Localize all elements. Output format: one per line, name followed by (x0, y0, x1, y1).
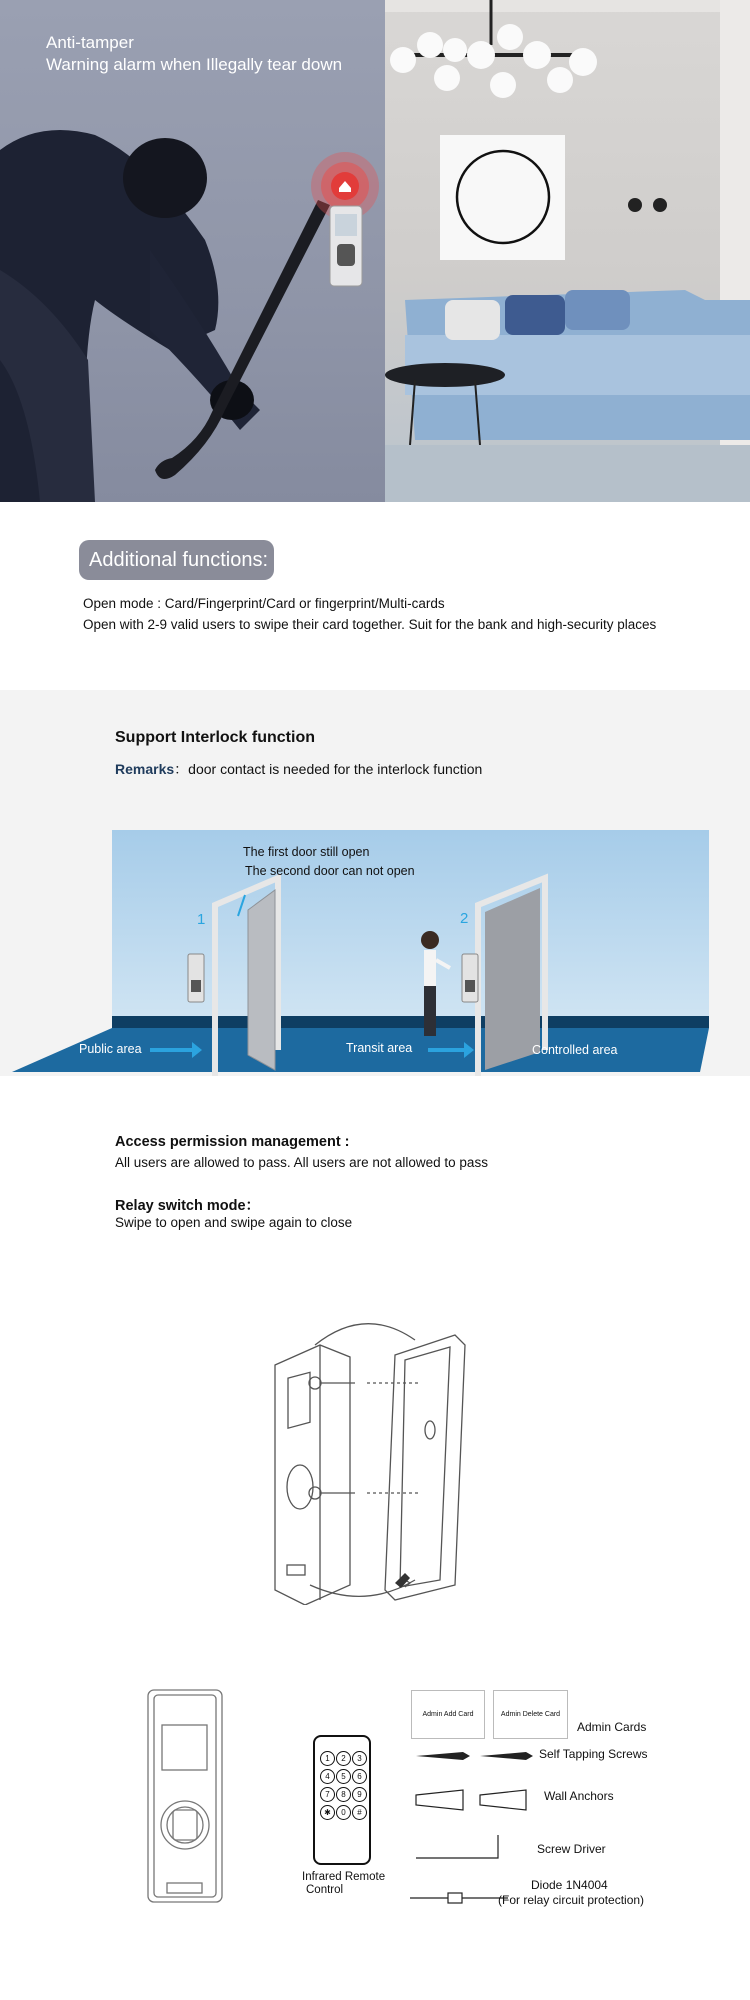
remote-label-line1: Infrared Remote (302, 1871, 386, 1883)
remarks-line (115, 759, 482, 779)
remarks-label: Remarks (115, 761, 175, 777)
additional-functions-heading: Additional functions: (79, 540, 274, 580)
hero-left-panel (0, 0, 385, 502)
admin-delete-card: Admin Delete Card (493, 1690, 568, 1739)
hero-subtitle: Warning alarm when Illegally tear down (46, 55, 343, 74)
interlock-section (0, 690, 750, 1076)
admin-add-card: Admin Add Card (411, 1690, 485, 1739)
installation-diagram (255, 1315, 475, 1605)
living-room-panel (385, 0, 750, 502)
screwdriver-label: Screw Driver (537, 1842, 606, 1856)
remote-key: 9 (352, 1787, 367, 1802)
admin-cards-label: Admin Cards (577, 1720, 647, 1734)
interlock-title: Support Interlock function (115, 729, 315, 746)
accessories-drawings (408, 1740, 538, 1910)
anti-tamper-banner (0, 0, 750, 502)
access-permission-text: All users are allowed to pass. All users are not allowed to pass (115, 1155, 488, 1170)
relay-switch-text: Swipe to open and swipe again to close (115, 1215, 353, 1230)
remote-key: 6 (352, 1769, 367, 1784)
callout-second-door: The second door can not open (245, 864, 415, 878)
remote-key: 2 (336, 1751, 351, 1766)
living-room-illustration (385, 0, 750, 502)
remarks-separator: ： (174, 761, 189, 777)
screws-label: Self Tapping Screws (539, 1747, 648, 1761)
area-transit-label: Transit area (346, 1041, 413, 1055)
interlock-diagram (0, 830, 750, 1076)
remote-key: 5 (336, 1769, 351, 1784)
remote-key: 4 (320, 1769, 335, 1784)
tamper-alarm-illustration (300, 150, 385, 290)
remote-key: 1 (320, 1751, 335, 1766)
hero-title: Anti-tamper (46, 33, 134, 52)
diode-label: Diode 1N4004 (531, 1878, 608, 1892)
device-front-view (140, 1685, 230, 1910)
door-1-number: 1 (197, 911, 206, 928)
remote-key: 7 (320, 1787, 335, 1802)
anchors-label: Wall Anchors (544, 1789, 614, 1803)
remote-key: 8 (336, 1787, 351, 1802)
remote-keypad (320, 1751, 368, 1820)
access-permission-title: Access permission management : (115, 1134, 350, 1150)
remote-label-line2: Control (306, 1884, 344, 1896)
multi-user-text: Open with 2-9 valid users to swipe their card together. Suit for the bank and high-security places (83, 617, 657, 632)
callout-first-door: The first door still open (243, 845, 370, 859)
area-public-label: Public area (79, 1042, 142, 1056)
door-2-number: 2 (460, 910, 469, 927)
relay-switch-title: Relay switch mode： (115, 1198, 261, 1214)
area-controlled-label: Controlled area (532, 1043, 618, 1057)
remote-key: 0 (336, 1805, 351, 1820)
remote-key: ✱ (320, 1805, 335, 1820)
diode-note: (For relay circuit protection) (498, 1893, 645, 1907)
infrared-remote (313, 1735, 371, 1865)
remarks-text: door contact is needed for the interlock function (188, 761, 483, 777)
open-mode-text: Open mode : Card/Fingerprint/Card or fingerprint/Multi-cards (83, 596, 445, 611)
remote-key: 3 (352, 1751, 367, 1766)
remote-key: # (352, 1805, 367, 1820)
